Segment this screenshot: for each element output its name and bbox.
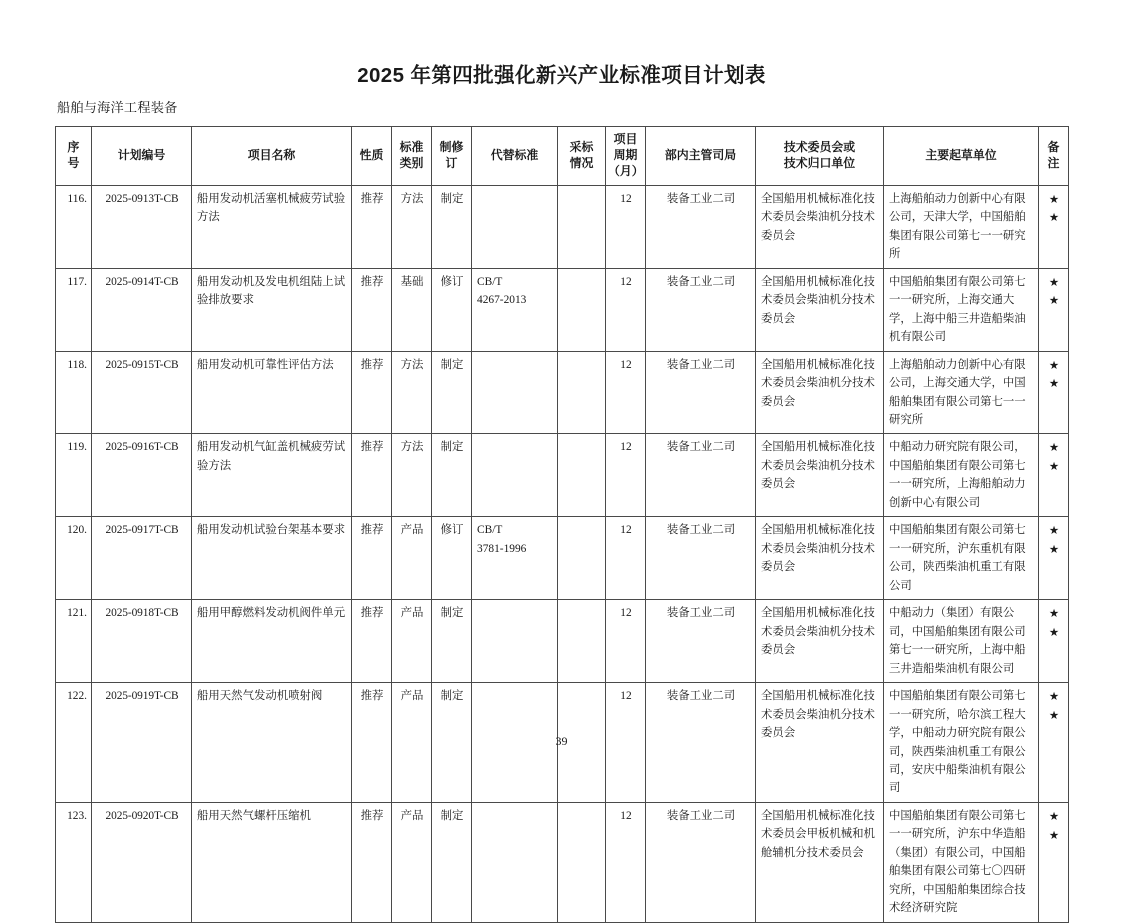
cell-adoption	[558, 600, 606, 683]
table-header-row	[56, 127, 1069, 186]
header-line: 情况	[569, 155, 594, 170]
page-number: 39	[555, 734, 568, 748]
table-row	[56, 517, 1069, 600]
cell-revision: 修订	[432, 268, 472, 351]
star-icon: ★	[1048, 808, 1060, 823]
column-header-adoption	[558, 127, 606, 186]
cell-replaced-standard	[472, 600, 558, 683]
star-icon: ★	[1048, 376, 1060, 391]
star-icon: ★	[1048, 689, 1060, 704]
star-icon: ★	[1048, 191, 1060, 206]
cell-technical-committee: 全国船用机械标准化技术委员会柴油机分技术委员会	[756, 185, 884, 268]
star-icon: ★	[1048, 210, 1060, 225]
star-icon: ★	[1048, 357, 1060, 372]
cell-project-name: 船用甲醇燃料发动机阀件单元	[192, 600, 352, 683]
header-line: 技术归口单位	[783, 155, 856, 170]
cell-revision: 制定	[432, 600, 472, 683]
cell-plan-code: 2025-0913T-CB	[92, 185, 192, 268]
cell-category: 产品	[392, 600, 432, 683]
column-header-drafting-units: 主要起草单位	[884, 127, 1039, 186]
header-line: 项目	[613, 132, 638, 146]
cell-drafting-units: 中国船舶集团有限公司第七一一研究所，沪东重机有限公司，陕西柴油机重工有限公司	[884, 517, 1039, 600]
cell-project-name: 船用天然气螺杆压缩机	[192, 802, 352, 922]
cell-drafting-units: 上海船舶动力创新中心有限公司，上海交通大学，中国船舶集团有限公司第七一一研究所	[884, 351, 1039, 434]
cell-period: 12	[606, 600, 646, 683]
cell-department: 装备工业二司	[646, 802, 756, 922]
header-line: 类别	[399, 155, 424, 170]
cell-drafting-units: 中国船舶集团有限公司第七一一研究所，沪东中华造船（集团）有限公司，中国船舶集团有限公司第七〇四研究所，中国船舶集团综合技术经济研究院	[884, 802, 1039, 922]
table-row	[56, 268, 1069, 351]
cell-plan-code: 2025-0914T-CB	[92, 268, 192, 351]
cell-note	[1039, 600, 1069, 683]
cell-drafting-units: 上海船舶动力创新中心有限公司，天津大学，中国船舶集团有限公司第七一一研究所	[884, 185, 1039, 268]
cell-nature: 推荐	[352, 517, 392, 600]
cell-note	[1039, 185, 1069, 268]
cell-adoption	[558, 185, 606, 268]
cell-drafting-units: 中船动力（集团）有限公司，中国船舶集团有限公司第七一一研究所，上海中船三井造船柴油机有限公司	[884, 600, 1039, 683]
star-icon: ★	[1048, 293, 1060, 308]
cell-project-name: 船用发动机及发电机组陆上试验排放要求	[192, 268, 352, 351]
cell-nature: 推荐	[352, 185, 392, 268]
cell-seq: 118.	[56, 351, 92, 434]
star-icon: ★	[1048, 624, 1060, 639]
cell-drafting-units: 中国船舶集团有限公司第七一一研究所，上海交通大学，上海中船三井造船柴油机有限公司	[884, 268, 1039, 351]
replaced-standard-line: CB/T	[477, 275, 503, 288]
table-row	[56, 802, 1069, 922]
star-icon: ★	[1048, 440, 1060, 455]
page-title: 2025 年第四批强化新兴产业标准项目计划表	[357, 64, 766, 87]
cell-note	[1039, 517, 1069, 600]
cell-note	[1039, 351, 1069, 434]
cell-period: 12	[606, 351, 646, 434]
cell-department: 装备工业二司	[646, 600, 756, 683]
cell-drafting-units: 中国船舶集团有限公司第七一一研究所，哈尔滨工程大学，中船动力研究院有限公司，陕西柴油机重工有限公司，安庆中船柴油机有限公司	[884, 683, 1039, 803]
column-header-period	[606, 127, 646, 186]
column-header-technical-committee	[756, 127, 884, 186]
cell-revision: 制定	[432, 802, 472, 922]
cell-note	[1039, 802, 1069, 922]
cell-note	[1039, 434, 1069, 517]
cell-adoption	[558, 351, 606, 434]
star-icon: ★	[1048, 707, 1060, 722]
cell-category: 方法	[392, 351, 432, 434]
header-line: 序	[67, 139, 80, 154]
column-header-seq	[56, 127, 92, 186]
column-header-project-name: 项目名称	[192, 127, 352, 186]
cell-project-name: 船用发动机气缸盖机械疲劳试验方法	[192, 434, 352, 517]
cell-project-name: 船用天然气发动机喷射阀	[192, 683, 352, 803]
cell-plan-code: 2025-0917T-CB	[92, 517, 192, 600]
cell-category: 方法	[392, 434, 432, 517]
table-row	[56, 600, 1069, 683]
header-line: 注	[1047, 155, 1060, 170]
cell-adoption	[558, 434, 606, 517]
cell-revision: 制定	[432, 683, 472, 803]
cell-technical-committee: 全国船用机械标准化技术委员会柴油机分技术委员会	[756, 434, 884, 517]
cell-technical-committee: 全国船用机械标准化技术委员会柴油机分技术委员会	[756, 683, 884, 803]
header-line: （月）	[608, 163, 644, 178]
star-icon: ★	[1048, 523, 1060, 538]
cell-seq: 122.	[56, 683, 92, 803]
header-line: 备	[1047, 139, 1060, 154]
table-row	[56, 185, 1069, 268]
cell-revision: 修订	[432, 517, 472, 600]
cell-replaced-standard	[472, 517, 558, 600]
replaced-standard-line: 4267-2013	[477, 294, 527, 307]
star-icon: ★	[1048, 459, 1060, 474]
cell-department: 装备工业二司	[646, 683, 756, 803]
header-line: 号	[67, 155, 80, 170]
cell-nature: 推荐	[352, 802, 392, 922]
cell-seq: 121.	[56, 600, 92, 683]
cell-plan-code: 2025-0915T-CB	[92, 351, 192, 434]
cell-replaced-standard	[472, 185, 558, 268]
star-icon: ★	[1048, 541, 1060, 556]
cell-department: 装备工业二司	[646, 517, 756, 600]
header-line: 制修	[439, 139, 464, 154]
table-row	[56, 434, 1069, 517]
column-header-replaced-standard: 代替标准	[472, 127, 558, 186]
cell-category: 基础	[392, 268, 432, 351]
cell-technical-committee: 全国船用机械标准化技术委员会柴油机分技术委员会	[756, 351, 884, 434]
section-label: 船舶与海洋工程装备	[57, 100, 178, 115]
cell-project-name: 船用发动机可靠性评估方法	[192, 351, 352, 434]
cell-project-name: 船用发动机试验台架基本要求	[192, 517, 352, 600]
cell-nature: 推荐	[352, 434, 392, 517]
table-row	[56, 351, 1069, 434]
star-icon: ★	[1048, 827, 1060, 842]
cell-replaced-standard	[472, 434, 558, 517]
cell-plan-code: 2025-0918T-CB	[92, 600, 192, 683]
cell-adoption	[558, 268, 606, 351]
replaced-standard-line: CB/T	[477, 524, 503, 537]
cell-nature: 推荐	[352, 351, 392, 434]
cell-nature: 推荐	[352, 683, 392, 803]
column-header-note	[1039, 127, 1069, 186]
star-icon: ★	[1048, 274, 1060, 289]
header-line: 采标	[569, 139, 594, 154]
cell-plan-code: 2025-0916T-CB	[92, 434, 192, 517]
cell-period: 12	[606, 185, 646, 268]
cell-plan-code: 2025-0919T-CB	[92, 683, 192, 803]
cell-seq: 117.	[56, 268, 92, 351]
cell-project-name: 船用发动机活塞机械疲劳试验方法	[192, 185, 352, 268]
cell-period: 12	[606, 268, 646, 351]
cell-plan-code: 2025-0920T-CB	[92, 802, 192, 922]
header-line: 技术委员会或	[783, 139, 856, 154]
cell-category: 产品	[392, 517, 432, 600]
cell-adoption	[558, 802, 606, 922]
cell-department: 装备工业二司	[646, 185, 756, 268]
cell-revision: 制定	[432, 351, 472, 434]
cell-seq: 120.	[56, 517, 92, 600]
column-header-revision	[432, 127, 472, 186]
cell-department: 装备工业二司	[646, 434, 756, 517]
cell-technical-committee: 全国船用机械标准化技术委员会甲板机械和机舱辅机分技术委员会	[756, 802, 884, 922]
cell-replaced-standard	[472, 268, 558, 351]
cell-department: 装备工业二司	[646, 351, 756, 434]
header-line: 订	[445, 155, 458, 170]
cell-seq: 116.	[56, 185, 92, 268]
column-header-plan-code: 计划编号	[92, 127, 192, 186]
cell-technical-committee: 全国船用机械标准化技术委员会柴油机分技术委员会	[756, 517, 884, 600]
standards-plan-table	[55, 126, 1069, 923]
star-icon: ★	[1048, 606, 1060, 621]
cell-seq: 123.	[56, 802, 92, 922]
cell-nature: 推荐	[352, 600, 392, 683]
cell-replaced-standard	[472, 802, 558, 922]
cell-technical-committee: 全国船用机械标准化技术委员会柴油机分技术委员会	[756, 268, 884, 351]
cell-category: 方法	[392, 185, 432, 268]
cell-period: 12	[606, 802, 646, 922]
cell-period: 12	[606, 434, 646, 517]
cell-department: 装备工业二司	[646, 268, 756, 351]
cell-category: 产品	[392, 683, 432, 803]
cell-technical-committee: 全国船用机械标准化技术委员会柴油机分技术委员会	[756, 600, 884, 683]
column-header-department: 部内主管司局	[646, 127, 756, 186]
cell-period: 12	[606, 517, 646, 600]
column-header-nature: 性质	[352, 127, 392, 186]
cell-drafting-units: 中船动力研究院有限公司，中国船舶集团有限公司第七一一研究所，上海船舶动力创新中心有限公司	[884, 434, 1039, 517]
cell-note	[1039, 268, 1069, 351]
cell-period: 12	[606, 683, 646, 803]
cell-revision: 制定	[432, 434, 472, 517]
cell-replaced-standard	[472, 351, 558, 434]
header-line: 标准	[399, 139, 424, 154]
cell-adoption	[558, 517, 606, 600]
cell-seq: 119.	[56, 434, 92, 517]
replaced-standard-line: 3781-1996	[477, 542, 527, 555]
column-header-category	[392, 127, 432, 186]
cell-nature: 推荐	[352, 268, 392, 351]
header-line: 周期	[613, 147, 638, 162]
cell-revision: 制定	[432, 185, 472, 268]
table-body	[56, 185, 1069, 922]
cell-category: 产品	[392, 802, 432, 922]
